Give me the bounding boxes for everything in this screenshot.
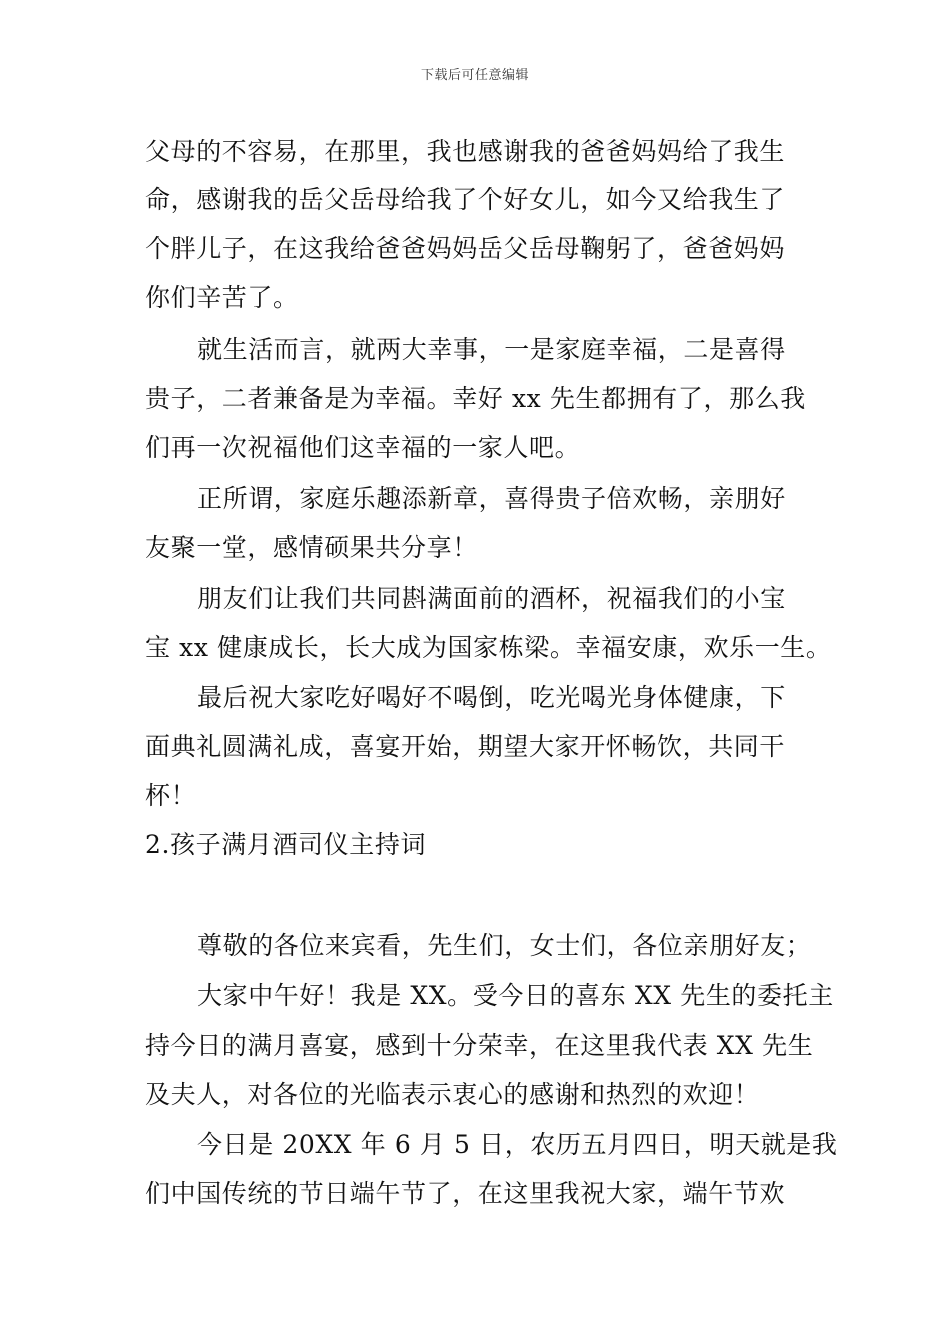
text-line: 尊敬的各位来宾看，先生们，女士们，各位亲朋好友；: [197, 931, 812, 960]
text-line: 就生活而言，就两大幸事，一是家庭幸福，二是喜得: [197, 335, 786, 364]
text-line: 持今日的满月喜宴，感到十分荣幸，在这里我代表 XX 先生: [145, 1031, 814, 1060]
text-line: 父母的不容易，在那里，我也感谢我的爸爸妈妈给了我生: [145, 137, 786, 166]
text-line: 命，感谢我的岳父岳母给我了个好女儿，如今又给我生了: [145, 185, 786, 214]
text-line: 们再一次祝福他们这幸福的一家人吧。: [145, 433, 581, 462]
text-line: 面典礼圆满礼成，喜宴开始，期望大家开怀畅饮，共同干: [145, 732, 786, 761]
page-header: 下载后可任意编辑: [420, 68, 529, 83]
text-line: 大家中午好！我是 XX。受今日的喜东 XX 先生的委托主: [197, 981, 834, 1010]
text-line: 朋友们让我们共同斟满面前的酒杯，祝福我们的小宝: [197, 584, 786, 613]
text-line: 个胖儿子，在这我给爸爸妈妈岳父岳母鞠躬了，爸爸妈妈: [145, 234, 786, 263]
text-line: 今日是 20XX 年 6 月 5 日，农历五月四日，明天就是我: [197, 1130, 838, 1159]
text-line: 你们辛苦了。: [145, 283, 299, 312]
text-line: 们中国传统的节日端午节了，在这里我祝大家，端午节欢: [145, 1179, 786, 1208]
text-line: 及夫人，对各位的光临表示衷心的感谢和热烈的欢迎！: [145, 1080, 760, 1109]
text-line: 贵子，二者兼备是为幸福。幸好 xx 先生都拥有了，那么我: [145, 384, 806, 413]
text-line: 友聚一堂，感情硕果共分享！: [145, 533, 478, 562]
text-line: 宝 xx 健康成长，长大成为国家栋梁。幸福安康，欢乐一生。: [145, 633, 832, 662]
section-heading: 2.孩子满月酒司仪主持词: [145, 830, 427, 859]
text-line: 杯！: [145, 781, 197, 810]
text-line: 正所谓，家庭乐趣添新章，喜得贵子倍欢畅，亲朋好: [197, 484, 786, 513]
text-line: 最后祝大家吃好喝好不喝倒，吃光喝光身体健康，下: [197, 683, 786, 712]
